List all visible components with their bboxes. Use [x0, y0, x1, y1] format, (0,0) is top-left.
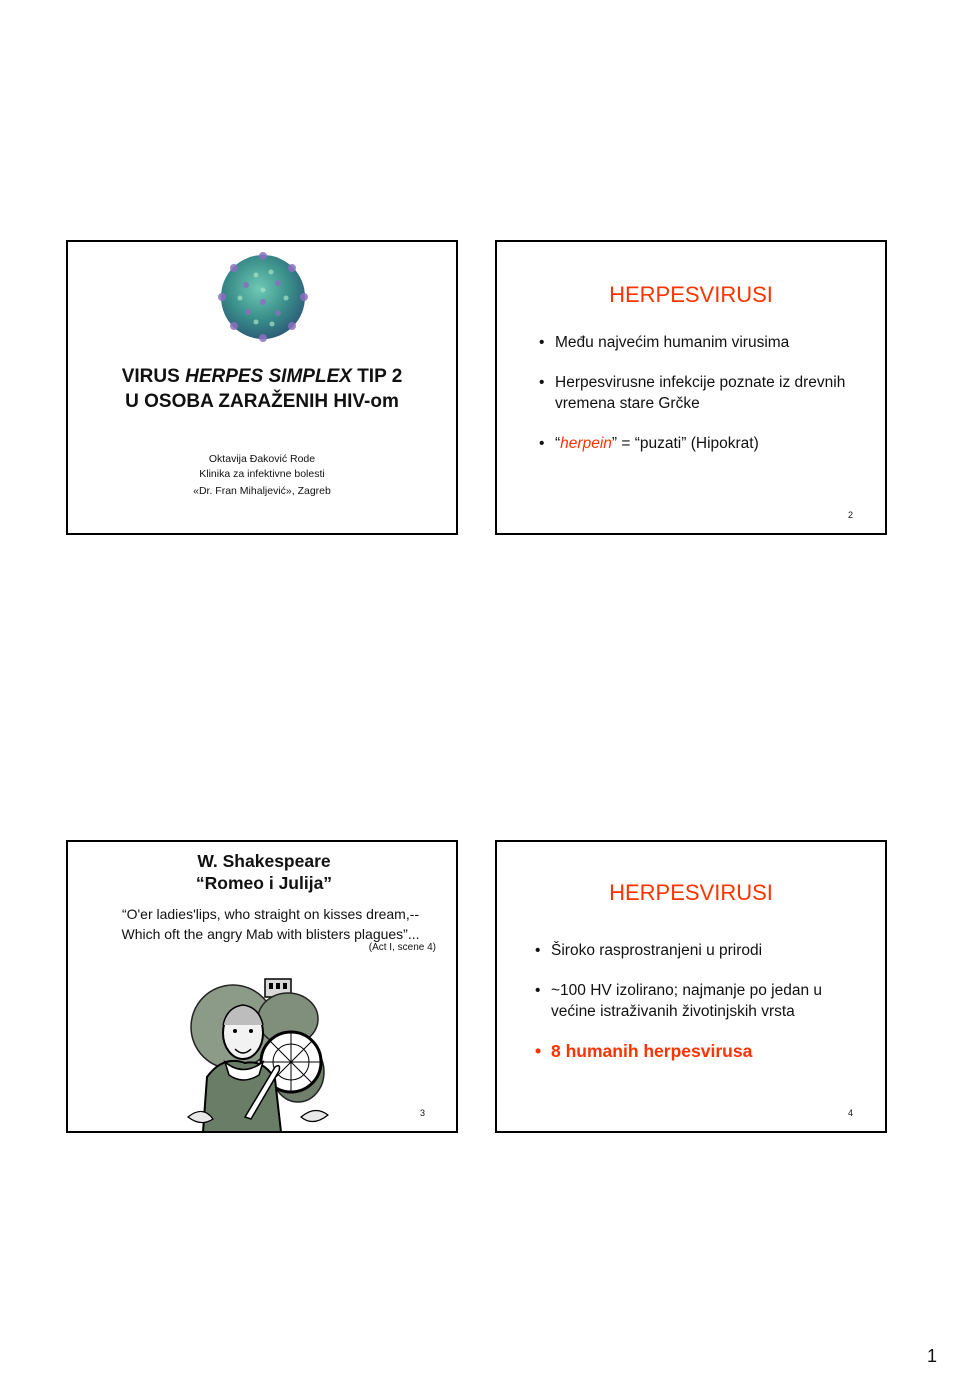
bullet-item: • “herpein” = “puzati” (Hipokrat): [539, 433, 869, 454]
slide-number: 3: [420, 1108, 426, 1118]
herpes-virus-particle-icon: [216, 250, 310, 344]
act-reference: (Act I, scene 4): [368, 942, 436, 953]
slide-3: [66, 840, 458, 1133]
quote: “O'er ladies'lips, who straight on kisses dream,-- Which oft the angry Mab with blisters plagues”...: [121, 906, 420, 942]
slide-2: [495, 240, 887, 535]
author-block: Oktavija Đaković Rode Klinika za infektivne bolesti «Dr. Fran Mihaljević», Zagreb: [193, 453, 331, 497]
bullet-item: • ~100 HV izolirano; najmanje po jedan u većine istraživanih životinjskih vrsta: [535, 980, 865, 1022]
bullet-item: • Herpesvirusne infekcije poznate iz drevnih vremena stare Grčke: [539, 372, 869, 414]
slide-1: [66, 240, 458, 535]
slide-number: 4: [847, 1108, 853, 1118]
slide-title: HERPESVIRUSI: [609, 282, 773, 307]
slide-title: W. Shakespeare “Romeo i Julija”: [195, 851, 333, 893]
bullet-item: • 8 humanih herpesvirusa: [535, 1041, 865, 1062]
shakespeare-illustration-icon: [183, 967, 333, 1132]
bullet-list: [535, 940, 865, 1081]
bullet-item: • Među najvećim humanim virusima: [539, 332, 869, 353]
bullet-list: [539, 332, 869, 473]
slide-title: VIRUS HERPES SIMPLEX TIP 2 U OSOBA ZARAŽENIH HIV-om: [121, 366, 403, 412]
slide-number: 2: [847, 510, 853, 520]
page-number: 1: [926, 1346, 937, 1366]
slide-title: HERPESVIRUSI: [609, 880, 773, 905]
slide-4: [495, 840, 887, 1133]
bullet-item: • Široko rasprostranjeni u prirodi: [535, 940, 865, 961]
